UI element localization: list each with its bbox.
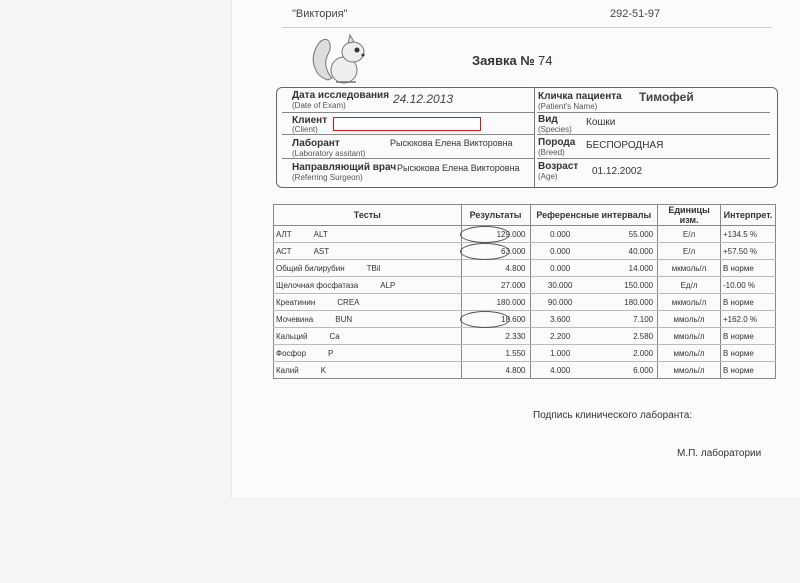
- exam-date-sublabel: (Date of Exam): [292, 101, 346, 110]
- info-row-divider: [537, 134, 770, 135]
- info-row-divider: [282, 112, 534, 113]
- ref-high-cell: 14.000: [590, 260, 658, 277]
- ref-high-cell: 55.000: [590, 226, 658, 243]
- test-name-cell: [274, 277, 462, 294]
- clinic-phone: 292-51-97: [610, 8, 661, 20]
- ref-high-cell: 7.100: [590, 311, 658, 328]
- test-code: BUN: [335, 314, 353, 324]
- species-sublabel: (Species): [538, 125, 572, 134]
- unit-cell: Ед/л: [658, 277, 721, 294]
- table-row: [274, 294, 776, 311]
- test-code: CREA: [337, 297, 360, 307]
- result-value: 27.000: [501, 280, 526, 290]
- species-value: Кошки: [586, 117, 616, 128]
- patient-name-label: Кличка пациента: [538, 91, 622, 102]
- table-row: [274, 311, 776, 328]
- test-name-cell: [274, 260, 462, 277]
- result-value: 4.800: [505, 263, 526, 273]
- referring-surgeon-value: Рысюкова Елена Викторовна: [397, 163, 520, 173]
- interpretation-cell: В норме: [720, 328, 775, 345]
- patient-name-value: Тимофей: [639, 90, 694, 104]
- interpretation-cell: В норме: [720, 345, 775, 362]
- test-name-cell: [274, 345, 462, 362]
- unit-cell: мкмоль/л: [658, 294, 721, 311]
- test-code: P: [328, 348, 334, 358]
- test-name-cell: [274, 311, 462, 328]
- ref-high-cell: 2.000: [590, 345, 658, 362]
- referring-surgeon-label: Направляющий врач: [292, 162, 397, 173]
- interpretation-cell: -10.00 %: [720, 277, 775, 294]
- stamp-label: М.П. лаборатории: [677, 448, 762, 459]
- test-name-cell: [274, 294, 462, 311]
- test-name: Фосфор: [276, 348, 307, 358]
- ref-low-cell: 0.000: [530, 243, 590, 260]
- ref-high-cell: 2.580: [590, 328, 658, 345]
- test-code: TBil: [366, 263, 381, 273]
- unit-cell: мкмоль/л: [658, 260, 721, 277]
- test-name-cell: [274, 226, 462, 243]
- ref-high-cell: 150.000: [590, 277, 658, 294]
- test-name-cell: [274, 362, 462, 379]
- unit-cell: ммоль/л: [658, 345, 721, 362]
- info-row-divider: [282, 158, 534, 159]
- result-value: 4.800: [505, 365, 526, 375]
- order-label: Заявка №: [472, 53, 535, 68]
- signature-label: Подпись клинического лаборанта:: [533, 410, 693, 421]
- unit-cell: ммоль/л: [658, 362, 721, 379]
- test-name: Общий билирубин: [276, 263, 345, 273]
- ref-low-cell: 30.000: [530, 277, 590, 294]
- result-cell: [461, 294, 530, 311]
- test-name: Креатинин: [276, 297, 316, 307]
- ref-low-cell: 0.000: [530, 226, 590, 243]
- header-units: Единицы изм.: [658, 205, 721, 226]
- age-label: Возраст: [538, 161, 579, 172]
- result-circle-mark: [460, 226, 510, 243]
- header-divider: [282, 27, 772, 28]
- lab-assistant-value: Рысюкова Елена Викторовна: [390, 138, 513, 148]
- test-name: Кальций: [276, 331, 308, 341]
- breed-label: Порода: [538, 137, 576, 148]
- table-row: [274, 277, 776, 294]
- test-name-cell: [274, 328, 462, 345]
- header-results: Результаты: [461, 205, 530, 226]
- test-code: K: [320, 365, 327, 375]
- test-name: Мочевина: [276, 314, 314, 324]
- ref-low-cell: 1.000: [530, 345, 590, 362]
- species-label: Вид: [538, 114, 558, 125]
- test-code: ALT: [313, 229, 328, 239]
- table-row: [274, 243, 776, 260]
- unit-cell: Е/л: [658, 226, 721, 243]
- test-code: AST: [313, 246, 330, 256]
- info-row-divider: [537, 112, 770, 113]
- header-reference: Референсные интервалы: [530, 205, 658, 226]
- test-name: Щелочная фосфатаза: [276, 280, 359, 290]
- referring-surgeon-sublabel: (Referring Surgeon): [292, 173, 363, 182]
- unit-cell: ммоль/л: [658, 328, 721, 345]
- result-value: 63.000: [501, 246, 526, 256]
- result-value: 2.330: [505, 331, 526, 341]
- result-value: 1.550: [505, 348, 526, 358]
- ref-high-cell: 40.000: [590, 243, 658, 260]
- order-number: 74: [538, 53, 553, 68]
- results-table-header: [274, 205, 776, 226]
- ref-high-cell: 180.000: [590, 294, 658, 311]
- result-cell: [461, 328, 530, 345]
- table-row: [274, 345, 776, 362]
- patient-name-sublabel: (Patient's Name): [538, 102, 598, 111]
- result-cell: [461, 226, 530, 243]
- result-value: 18.600: [501, 314, 526, 324]
- test-name: АСТ: [276, 246, 292, 256]
- ref-low-cell: 0.000: [530, 260, 590, 277]
- header-interpretation: Интерпрет.: [720, 205, 775, 226]
- table-row: [274, 226, 776, 243]
- age-sublabel: (Age): [538, 172, 558, 181]
- exam-date-value: 24.12.2013: [393, 92, 454, 106]
- info-row-divider: [282, 134, 534, 135]
- ref-low-cell: 90.000: [530, 294, 590, 311]
- age-value: 01.12.2002: [592, 166, 643, 177]
- test-code: Ca: [329, 331, 340, 341]
- interpretation-cell: В норме: [720, 260, 775, 277]
- test-name: Калий: [276, 365, 299, 375]
- client-label: Клиент: [292, 115, 328, 126]
- table-row: [274, 362, 776, 379]
- ref-high-cell: 6.000: [590, 362, 658, 379]
- result-cell: [461, 260, 530, 277]
- unit-cell: Е/л: [658, 243, 721, 260]
- header-tests: Тесты: [274, 205, 462, 226]
- result-cell: [461, 311, 530, 328]
- interpretation-cell: +162.0 %: [720, 311, 775, 328]
- result-circle-mark: [460, 311, 510, 328]
- interpretation-cell: +134.5 %: [720, 226, 775, 243]
- result-cell: [461, 345, 530, 362]
- result-value: 129.000: [496, 229, 526, 239]
- lab-assistant-label: Лаборант: [292, 138, 340, 149]
- result-value: 180.000: [496, 297, 526, 307]
- interpretation-cell: В норме: [720, 362, 775, 379]
- info-box-column-divider: [534, 87, 535, 187]
- result-cell: [461, 277, 530, 294]
- result-circle-mark: [460, 243, 510, 260]
- result-cell: [461, 243, 530, 260]
- info-row-divider: [537, 158, 770, 159]
- test-code: ALP: [380, 280, 396, 290]
- table-row: [274, 260, 776, 277]
- client-field[interactable]: [333, 117, 481, 131]
- interpretation-cell: В норме: [720, 294, 775, 311]
- lab-assistant-sublabel: (Laboratory assitant): [292, 149, 366, 158]
- results-table: [273, 204, 776, 379]
- test-name-cell: [274, 243, 462, 260]
- unit-cell: ммоль/л: [658, 311, 721, 328]
- client-sublabel: (Client): [292, 125, 318, 134]
- result-cell: [461, 362, 530, 379]
- squirrel-logo-icon: [308, 30, 370, 88]
- breed-value: БЕСПОРОДНАЯ: [586, 140, 664, 151]
- exam-date-label: Дата исследования: [292, 90, 390, 101]
- ref-low-cell: 3.600: [530, 311, 590, 328]
- interpretation-cell: +57.50 %: [720, 243, 775, 260]
- breed-sublabel: (Breed): [538, 148, 565, 157]
- clinic-name: "Виктория": [292, 8, 348, 20]
- ref-low-cell: 4.000: [530, 362, 590, 379]
- ref-low-cell: 2.200: [530, 328, 590, 345]
- test-name: АЛТ: [276, 229, 292, 239]
- table-row: [274, 328, 776, 345]
